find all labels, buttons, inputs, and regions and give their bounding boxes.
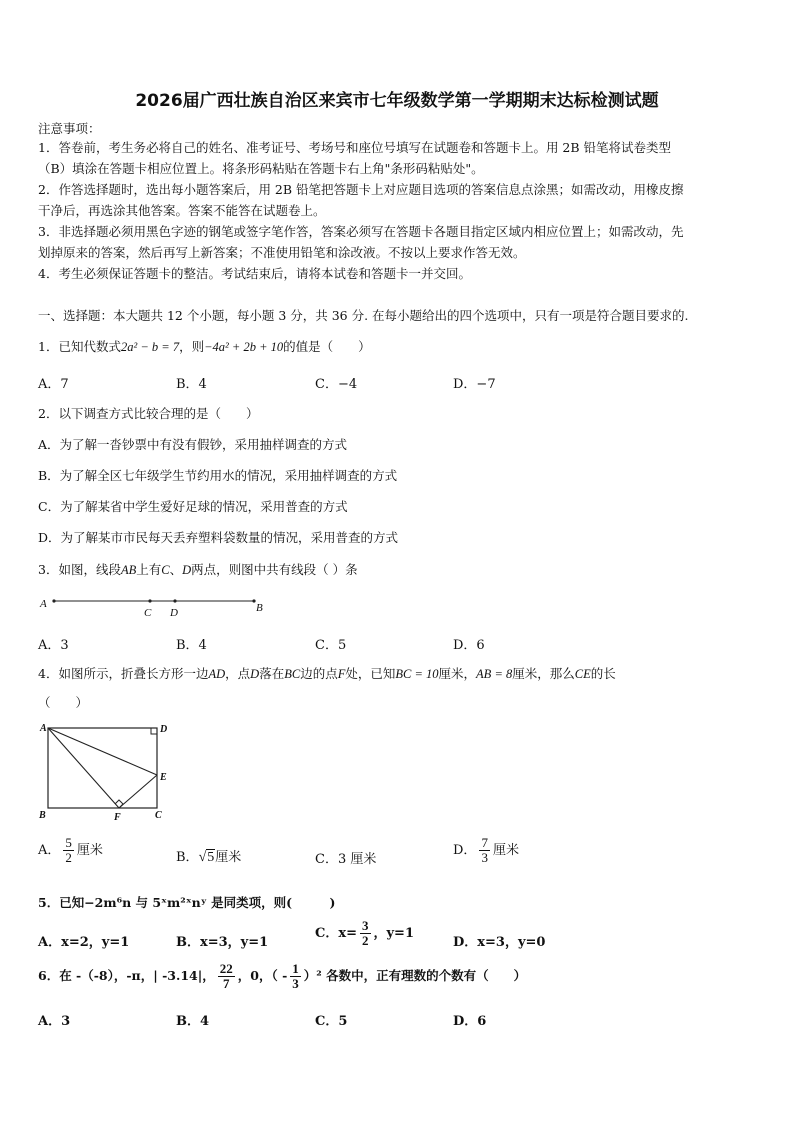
q1-option-a: A．7 — [38, 377, 69, 392]
q6-text-2: ，0，（ - — [237, 968, 288, 983]
q4-text-8: 的长 — [590, 666, 616, 681]
q3-var-c: C — [161, 563, 170, 577]
notice-line-3: 2．作答选择题时，选出每小题答案后，用 2B 铅笔把答题卡上对应题目选项的答案信息点涂黑；如需改动，用橡皮擦 — [38, 182, 684, 197]
q3-option-d: D．6 — [453, 638, 485, 653]
sqrt-sign: √ — [198, 850, 207, 865]
q3-option-b: B．4 — [176, 638, 207, 653]
q4-option-a-unit: 厘米 — [76, 843, 103, 858]
q2-option-b: B．为了解全区七年级学生节约用水的情况，采用抽样调查的方式 — [38, 468, 398, 483]
q6-option-d: D．6 — [453, 1014, 487, 1029]
q3-stem-d: 两点，则图中共有线段（ ）条 — [191, 562, 358, 577]
sqrt-radicand: 5 — [207, 850, 215, 865]
q4-var-bc: BC — [284, 667, 301, 681]
label-c: C — [155, 810, 162, 821]
notice-line-7: 4．考生必须保证答题卡的整洁。考试结束后，请将本试卷和答题卡一并交回。 — [38, 266, 471, 281]
q3-var-ab: AB — [120, 563, 137, 577]
fraction-numerator: 22 — [219, 961, 233, 976]
q4-rectangle-figure — [34, 720, 174, 824]
q5-option-c-fraction — [360, 919, 371, 948]
fraction-denominator: 7 — [223, 976, 230, 991]
q4-eq-bc: BC = 10 — [395, 667, 439, 681]
q2-option-a: A．为了解一沓钞票中有没有假钞，采用抽样调查的方式 — [38, 437, 348, 452]
fraction-denominator: 3 — [481, 850, 488, 865]
label-a: A — [40, 598, 47, 610]
point-d — [173, 599, 176, 602]
q3-option-a: A．3 — [38, 638, 69, 653]
q4-text-2: ，点 — [225, 666, 251, 681]
q4-option-b-sqrt — [199, 849, 216, 865]
q4-option-c: C．3 厘米 — [315, 852, 377, 867]
fraction-denominator: 3 — [292, 976, 299, 991]
q4-option-a-label: A． — [38, 843, 61, 858]
q6-option-a: A．3 — [38, 1014, 71, 1029]
q2-option-c: C．为了解某省中学生爱好足球的情况，采用普查的方式 — [38, 499, 348, 514]
right-angle-mark-f — [115, 800, 123, 808]
notice-line-1: 1．答卷前，考生务必将自己的姓名、准考证号、考场号和座位号填写在试题卷和答题卡上。用 2B 铅笔将试卷类型 — [38, 140, 672, 155]
q3-segment-figure — [36, 592, 268, 620]
fraction-numerator: 7 — [481, 835, 488, 850]
label-d: D — [160, 724, 168, 735]
q4-option-d — [453, 836, 519, 865]
q4-option-d-fraction — [479, 836, 490, 865]
q4-paren: （ ） — [38, 695, 89, 710]
page-title: 2026届广西壮族自治区来宾市七年级数学第一学期期末达标检测试题 — [135, 91, 659, 111]
question-3-stem — [38, 561, 760, 579]
point-c — [148, 599, 151, 602]
q5-option-d: D．x=3，y=0 — [453, 935, 546, 950]
label-d: D — [170, 607, 178, 619]
question-5-stem: 5．已知−2m⁶n 与 5ˣm²ˣnʸ 是同类项，则( ) — [38, 895, 336, 910]
question-1-stem — [38, 338, 760, 356]
q6-text-3: ）² 各数中，正有理数的个数有（ ） — [303, 968, 527, 983]
q1-suffix: 的值是（ ） — [283, 339, 371, 354]
q1-option-b: B．4 — [176, 377, 207, 392]
notice-line-5: 3．非选择题必须用黑色字迹的钢笔或签字笔作答，答案必须写在答题卡各题目指定区域内相应位置上；如需改动，先 — [38, 224, 684, 239]
fraction-denominator: 2 — [362, 933, 369, 948]
q1-option-d: D．−7 — [453, 377, 496, 392]
q3-var-d: D — [182, 563, 192, 577]
notice-line-2: （B）填涂在答题卡相应位置上。将条形码粘贴在答题卡右上角"条形码粘贴处"。 — [38, 161, 484, 176]
notice-line-4: 干净后，再选涂其他答案。答案不能答在试题卷上。 — [38, 203, 326, 218]
label-f: F — [114, 812, 121, 823]
q4-option-d-label: D． — [453, 843, 477, 858]
q3-option-c: C．5 — [315, 638, 347, 653]
point-a — [52, 599, 55, 602]
q6-fraction-1-3 — [290, 962, 301, 991]
q6-text-1: 6．在 -（-8），-π，| -3.14|， — [38, 968, 215, 983]
q4-var-d: D — [250, 667, 260, 681]
q5-option-a: A．x=2，y=1 — [38, 935, 130, 950]
q3-stem-c: 、 — [169, 562, 183, 577]
q3-stem-b: 上有 — [136, 562, 162, 577]
q4-option-b-unit: 厘米 — [215, 850, 242, 865]
q4-text-6: 厘米， — [438, 666, 477, 681]
question-2-stem: 2．以下调查方式比较合理的是（ ） — [38, 406, 259, 421]
fraction-numerator: 3 — [362, 918, 369, 933]
label-e: E — [160, 772, 167, 783]
q6-fraction-22-7 — [218, 962, 235, 991]
fraction-numerator: 1 — [292, 961, 299, 976]
label-c: C — [144, 607, 152, 619]
q1-expression-1: 2a² − b = 7 — [120, 340, 180, 354]
q3-stem-a: 3．如图，线段 — [38, 562, 121, 577]
q5-option-c — [315, 919, 414, 948]
q2-option-d: D．为了解某市市民每天丢弃塑料袋数量的情况，采用普查的方式 — [38, 530, 399, 545]
label-b: B — [256, 602, 263, 614]
notice-heading: 注意事项： — [38, 121, 101, 136]
q4-text-5: 处，已知 — [345, 666, 396, 681]
q4-text-1: 4．如图所示，折叠长方形一边 — [38, 666, 209, 681]
question-4-stem — [38, 665, 760, 683]
notice-line-6: 划掉原来的答案，然后再写上新答案；不准使用铅笔和涂改液。不按以上要求作答无效。 — [38, 245, 526, 260]
fraction-denominator: 2 — [65, 850, 72, 865]
q6-option-b: B．4 — [176, 1014, 210, 1029]
q4-option-d-unit: 厘米 — [492, 843, 519, 858]
right-angle-mark-d — [151, 728, 157, 734]
q5-option-c-pre: C．x= — [315, 926, 357, 941]
q4-text-7: 厘米，那么 — [512, 666, 575, 681]
q4-text-4: 边的点 — [300, 666, 338, 681]
label-b: B — [39, 810, 46, 821]
q4-option-a-fraction — [63, 836, 74, 865]
q1-mid: ，则 — [179, 339, 205, 354]
q4-text-3: 落在 — [259, 666, 285, 681]
q1-expression-2: −4a² + 2b + 10 — [204, 340, 284, 354]
q4-option-a — [38, 836, 103, 865]
q4-eq-ab: AB = 8 — [476, 667, 513, 681]
q4-var-ad: AD — [208, 667, 226, 681]
q1-option-c: C．−4 — [315, 377, 358, 392]
section-heading: 一、选择题：本大题共 12 个小题，每小题 3 分，共 36 分. 在每小题给出的四个选项中，只有一项是符合题目要求的. — [38, 308, 689, 323]
q4-var-ce: CE — [574, 667, 591, 681]
q4-var-f: F — [337, 667, 346, 681]
fraction-numerator: 5 — [65, 835, 72, 850]
label-a: A — [40, 723, 47, 734]
line-fe — [119, 775, 157, 808]
q4-option-b — [176, 846, 241, 866]
question-6-stem — [38, 962, 760, 991]
q6-option-c: C．5 — [315, 1014, 348, 1029]
fold-line-ae — [48, 728, 157, 775]
q1-prefix: 1．已知代数式 — [38, 339, 121, 354]
q5-option-c-post: ，y=1 — [373, 926, 414, 941]
q4-option-b-label: B． — [176, 850, 199, 865]
q5-option-b: B．x=3，y=1 — [176, 935, 269, 950]
line-af — [48, 728, 119, 808]
